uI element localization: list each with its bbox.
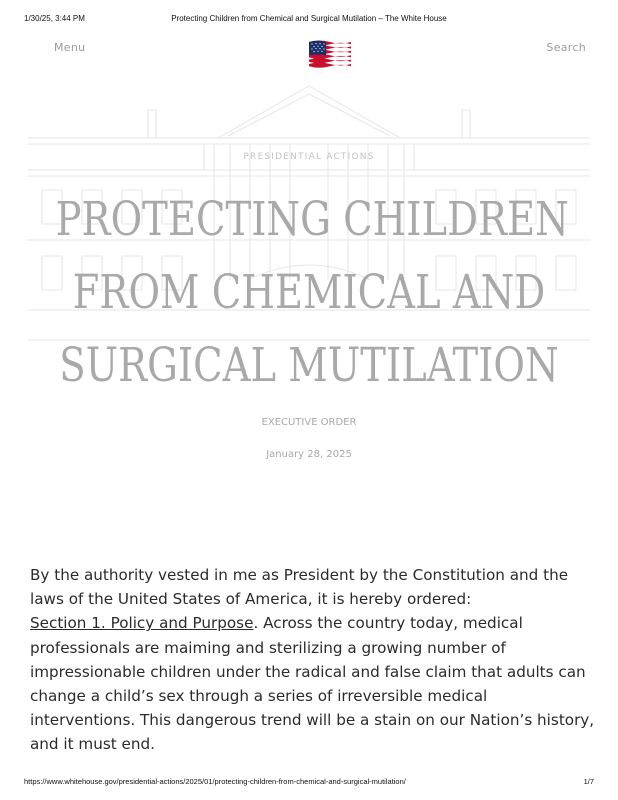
document-type[interactable]: EXECUTIVE ORDER [261, 417, 357, 428]
section-1-heading: Section 1. Policy and Purpose [30, 614, 254, 633]
print-page-title: Protecting Children from Chemical and Surgical Mutilation – The White House [171, 14, 447, 23]
article-body [30, 563, 596, 757]
menu-button[interactable]: Menu [54, 41, 86, 54]
headline-line: FROM CHEMICAL AND [72, 265, 546, 320]
search-button[interactable]: Search [546, 41, 586, 54]
top-navigation [0, 36, 618, 76]
us-flag-icon[interactable] [308, 40, 352, 72]
page-headline [55, 183, 569, 402]
print-header [24, 14, 594, 26]
print-url: https://www.whitehouse.gov/presidential-actions/2025/01/protecting-children-from-chemical-and-surgical-mutilation/ [24, 777, 406, 786]
publish-date: January 28, 2025 [266, 449, 352, 460]
hero-section [0, 80, 618, 480]
print-footer [24, 777, 594, 789]
section-1-paragraph [30, 611, 596, 756]
print-page-number: 1/7 [583, 777, 594, 786]
print-datetime: 1/30/25, 3:44 PM [24, 14, 85, 23]
headline-line: PROTECTING CHILDREN [55, 192, 569, 247]
section-1-text: . Across the country today, medical professionals are maiming and sterilizing a growing number of impressionable children under the radical and false claim that adults can change a child’s sex through a series of irreversible medical interventions. This dangerous trend will be a stain on our Nation’s history, and it must end. [30, 614, 595, 754]
section-eyebrow[interactable]: PRESIDENTIAL ACTIONS [243, 152, 375, 162]
headline-line: SURGICAL MUTILATION [59, 338, 559, 393]
intro-paragraph: By the authority vested in me as President by the Constitution and the laws of the United States of America, it is hereby ordered: [30, 566, 569, 609]
